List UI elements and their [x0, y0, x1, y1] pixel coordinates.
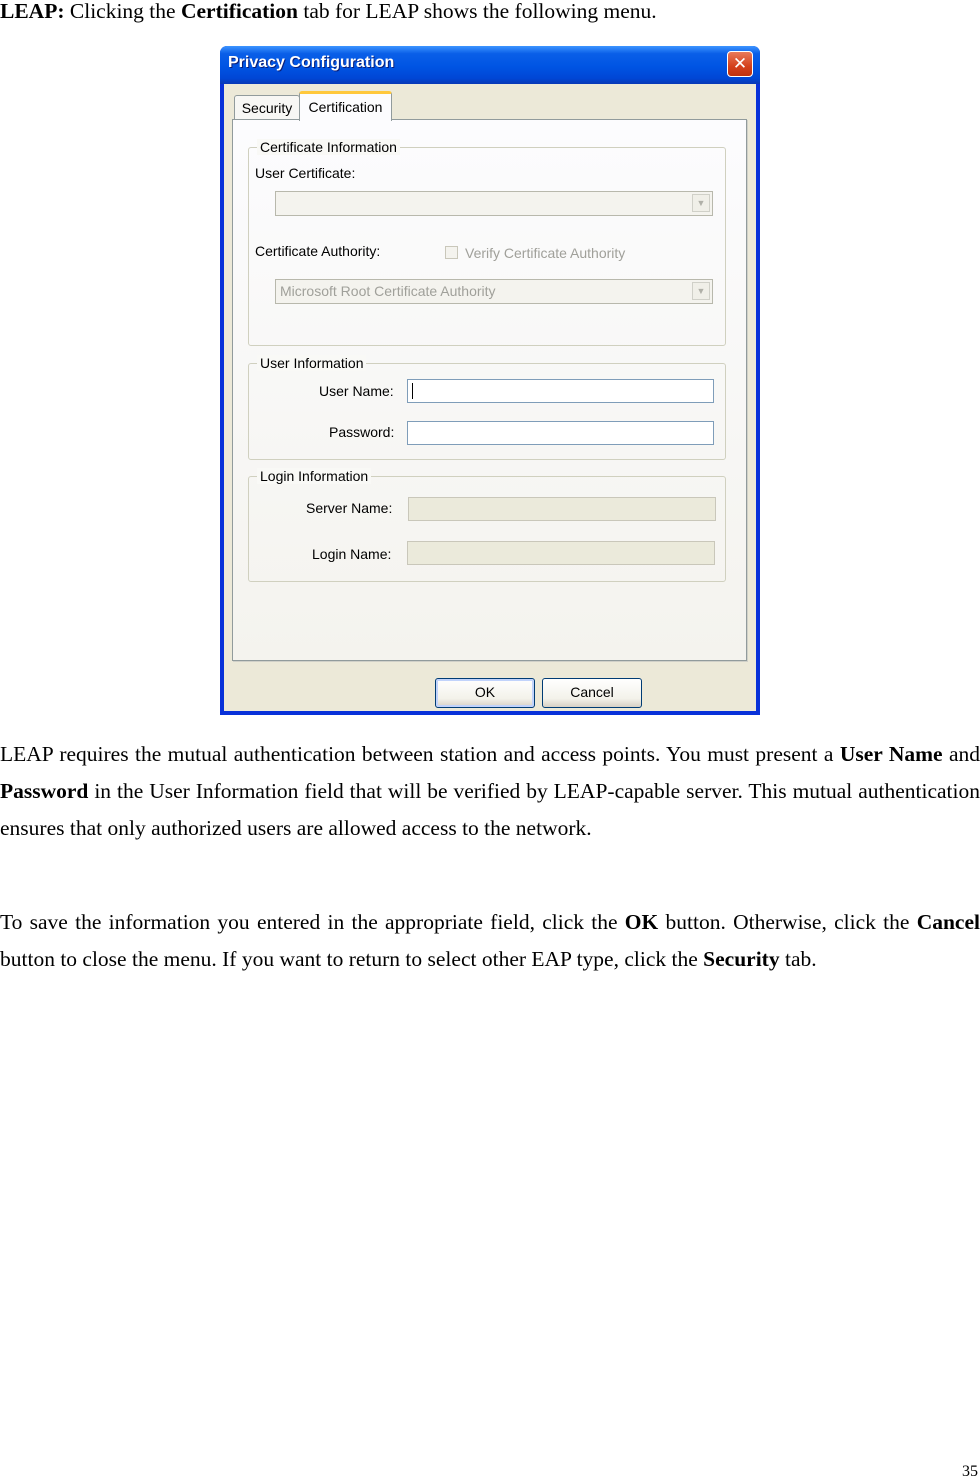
certificate-authority-select[interactable] [275, 279, 713, 304]
para2-text-4: tab. [779, 947, 817, 971]
certificate-information-group [248, 139, 726, 346]
para1-user-name: User Name [839, 742, 943, 766]
password-label: Password: [329, 424, 395, 440]
para2-cancel: Cancel [916, 910, 980, 934]
tab-security[interactable]: Security [234, 95, 300, 120]
password-input[interactable] [407, 421, 714, 445]
cancel-button[interactable]: Cancel [542, 678, 642, 708]
para1-password: Password [0, 779, 89, 803]
para2-text-3: button to close the menu. If you want to return to select other EAP type, click the [0, 947, 704, 971]
login-information-group [248, 468, 726, 582]
server-name-label: Server Name: [306, 500, 393, 516]
page-number: 35 [962, 1463, 978, 1480]
close-icon[interactable]: ✕ [727, 51, 753, 77]
user-name-input[interactable] [407, 379, 714, 403]
save-instructions-paragraph [0, 904, 980, 978]
certificate-information-legend: Certificate Information [257, 139, 400, 155]
privacy-configuration-dialog [220, 46, 760, 715]
login-name-input[interactable] [407, 541, 715, 565]
para2-text-2: button. Otherwise, click the [658, 910, 917, 934]
user-certificate-label: User Certificate: [255, 165, 356, 181]
verify-certificate-authority-checkbox[interactable] [445, 246, 458, 259]
para2-ok: OK [624, 910, 659, 934]
intro-tab-name: Certification [180, 0, 298, 23]
title-bar[interactable] [220, 46, 760, 84]
intro-paragraph [0, 0, 980, 30]
certificate-authority-label: Certificate Authority: [255, 243, 381, 259]
para2-text-1: To save the information you entered in the appropriate field, click the [0, 910, 625, 934]
certificate-authority-value: Microsoft Root Certificate Authority [280, 283, 496, 299]
user-certificate-select[interactable] [275, 191, 713, 216]
tab-certification[interactable]: Certification [299, 91, 392, 121]
chevron-down-icon[interactable]: ▼ [692, 282, 710, 300]
intro-text-2: tab for LEAP shows the following menu. [297, 0, 657, 23]
login-name-label: Login Name: [312, 546, 392, 562]
text-caret [412, 383, 413, 399]
user-information-group [248, 355, 726, 460]
user-name-label: User Name: [319, 383, 394, 399]
leap-description-paragraph [0, 736, 980, 847]
dialog-title: Privacy Configuration [228, 54, 395, 71]
server-name-input[interactable] [408, 497, 716, 521]
chevron-down-icon[interactable]: ▼ [692, 194, 710, 212]
intro-text-1: Clicking the [64, 0, 181, 23]
user-information-legend: User Information [257, 355, 366, 371]
verify-certificate-authority-label: Verify Certificate Authority [465, 245, 626, 261]
para2-security: Security [703, 947, 780, 971]
intro-label: LEAP: [0, 0, 65, 23]
para1-text-1: LEAP requires the mutual authentication between station and access points. You must present a [0, 742, 840, 766]
para1-text-3: in the User Information field that will be verified by LEAP-capable server. This mutual authentication ensures that only authorized users are allowed access to the network. [0, 779, 980, 840]
certification-tab-panel [232, 119, 747, 661]
para1-text-2: and [942, 742, 980, 766]
login-information-legend: Login Information [257, 468, 371, 484]
ok-button[interactable]: OK [435, 678, 535, 708]
dialog-client-area [224, 84, 756, 711]
